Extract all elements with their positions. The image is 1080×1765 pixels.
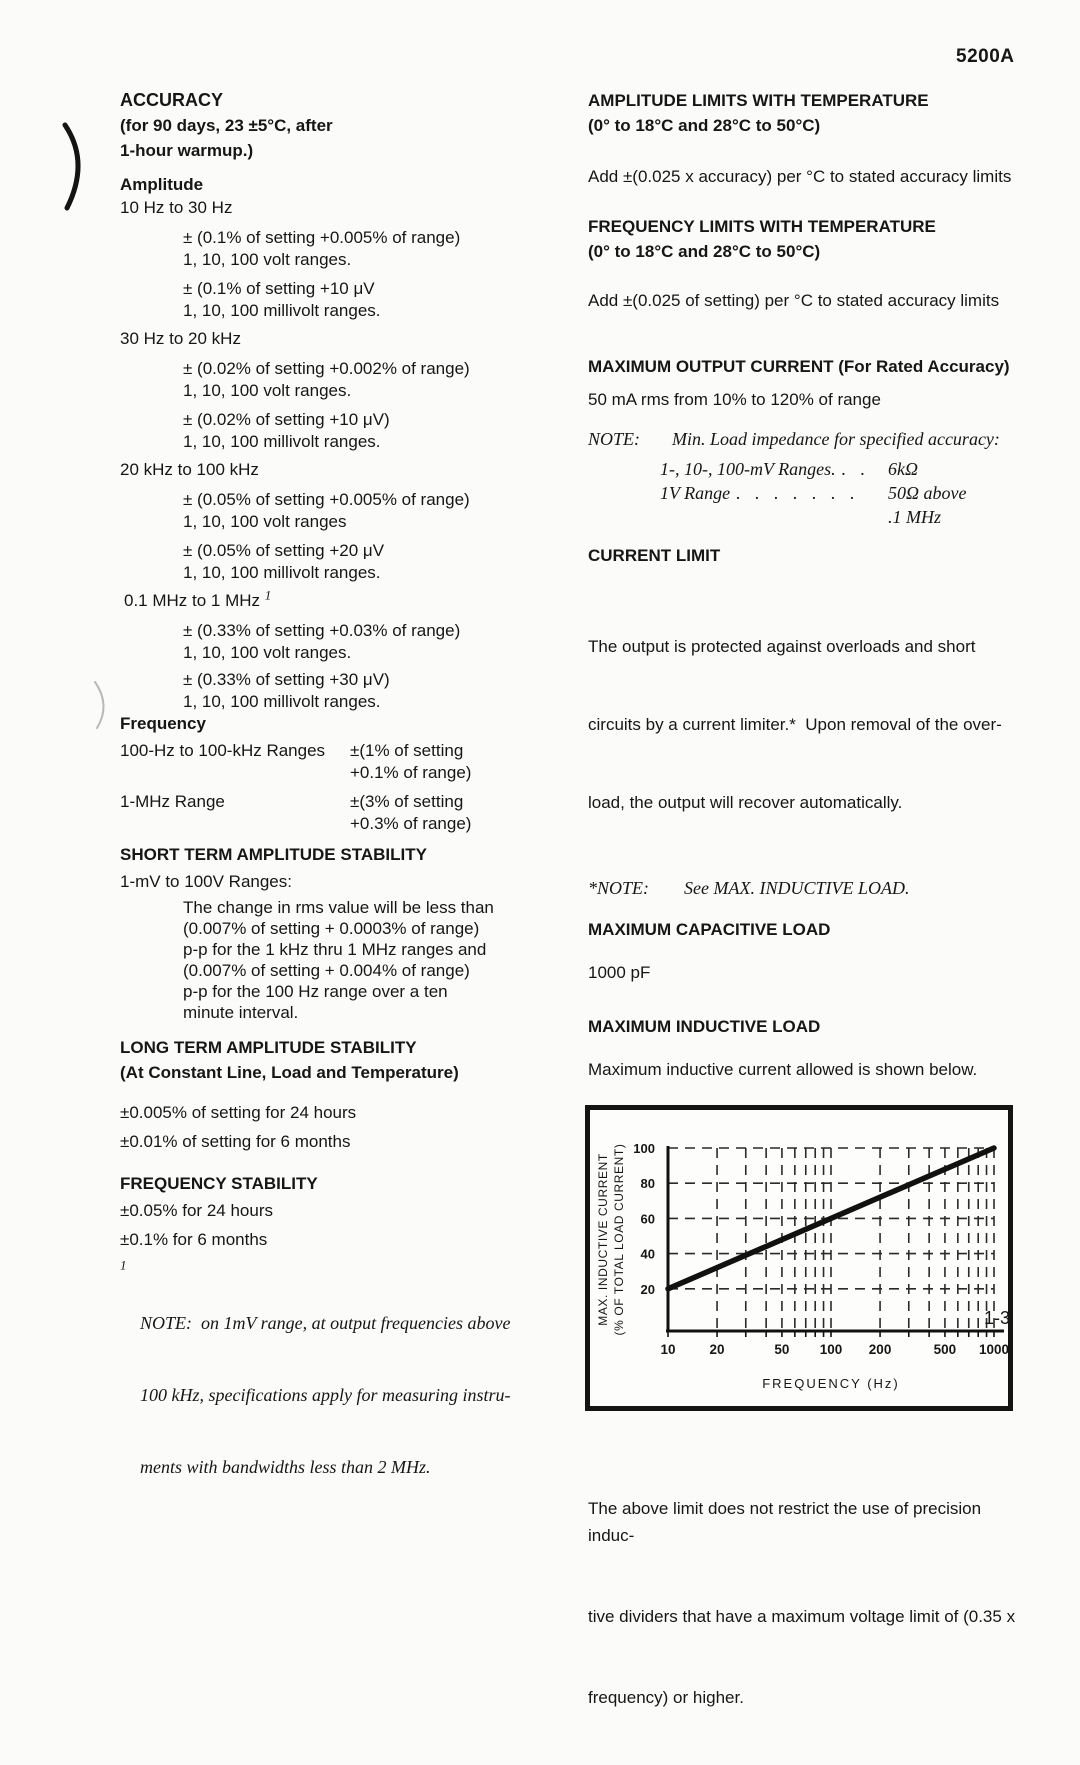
footnote-text: NOTE: on 1mV range, at output frequencies above 100 kHz, specifications apply for measuring instru- ments with bandwidths less than 2 MHz. [140,1313,511,1477]
short-term-stability-section [120,842,560,1023]
svg-text:100: 100 [633,1141,655,1156]
inductive-load-chart-svg [590,1110,1011,1406]
footnote-1 [120,1257,560,1527]
svg-text:20: 20 [709,1342,725,1357]
svg-text:1000: 1000 [978,1342,1010,1357]
svg-text:50: 50 [774,1342,790,1357]
frequency-spec-row: 1-MHz Range ±(3% of setting +0.3% of range) [120,792,472,833]
frequency-section [120,711,560,835]
max-inductive-heading: MAXIMUM INDUCTIVE LOAD [588,1017,821,1036]
current-limit-heading: CURRENT LIMIT [588,546,721,565]
page-header-model: 5200A [956,46,1015,67]
footnote-mark: 1 [120,1257,127,1273]
accuracy-conditions-line1: (for 90 days, 23 ±5°C, after [120,116,333,135]
band-range: 10 Hz to 30 Hz [120,198,233,217]
impedance-row: .1 MHz [888,507,941,527]
page-number: 1-3 [984,1308,1011,1328]
short-term-body: The change in rms value will be less than (0.007% of setting + 0.0003% of range) p-p for the 1 kHz thru 1 MHz ranges and (0.007% of setting + 0.004% of range) p-p for the 100 Hz range over a ten minute interval. [183,898,494,1022]
amplitude-limits-section [588,88,1028,190]
footnote-reference: 1 [264,587,272,603]
long-term-heading-line1: LONG TERM AMPLITUDE STABILITY [120,1038,417,1057]
frequency-stability-24h: ±0.05% for 24 hours [120,1201,273,1220]
handwritten-paren-mark [58,120,92,214]
inductive-load-chart [585,1105,1013,1411]
band-spec: ± (0.02% of setting +10 μV) 1, 10, 100 millivolt ranges. [183,410,390,451]
load-impedance-table [588,457,1028,529]
max-output-current-heading: MAXIMUM OUTPUT CURRENT (For Rated Accuracy) [588,357,1010,376]
band-spec: ± (0.05% of setting +20 μV 1, 10, 100 millivolt ranges. [183,541,385,582]
amplitude-limits-range: (0° to 18°C and 28°C to 50°C) [588,116,821,135]
frequency-spec-row: 100-Hz to 100-kHz Ranges ±(1% of setting +0.1% of range) [120,741,472,782]
long-term-stability-section [120,1035,560,1153]
impedance-row: 1-, 10-, 100-mV Ranges. . . 6kΩ [660,459,919,479]
amplitude-section [120,172,560,713]
note-label: NOTE: [588,429,641,449]
frequency-stability-heading: FREQUENCY STABILITY [120,1174,318,1193]
inductive-load-note: *NOTE: See MAX. INDUCTIVE LOAD. [588,878,910,898]
band-spec: ± (0.33% of setting +30 μV) 1, 10, 100 millivolt ranges. [183,670,390,711]
long-term-heading-line2: (At Constant Line, Load and Temperature) [120,1063,459,1082]
max-capacitive-load-section [588,917,1028,986]
frequency-stability-6mo: ±0.1% for 6 months [120,1230,268,1249]
accuracy-section [120,88,560,163]
band-spec: ± (0.05% of setting +0.005% of range) 1, 10, 100 volt ranges [183,490,470,531]
svg-text:(% OF TOTAL LOAD CURRENT): (% OF TOTAL LOAD CURRENT) [612,1143,626,1336]
band-range: 0.1 MHz to 1 MHz $^1$ [124,587,272,610]
load-impedance-note: NOTE: Min. Load impedance for specified accuracy: [588,429,1000,449]
accuracy-heading: ACCURACY [120,90,223,110]
faint-paren-mark [90,678,114,732]
svg-text:20: 20 [640,1281,655,1297]
svg-text:40: 40 [640,1246,655,1262]
note-label: *NOTE: [588,878,650,898]
band-spec: ± (0.1% of setting +10 μV 1, 10, 100 millivolt ranges. [183,279,381,320]
band-range: 20 kHz to 100 kHz [120,460,259,479]
right-column [588,88,1028,1765]
frequency-stability-section [120,1171,560,1251]
accuracy-conditions-line2: 1-hour warmup.) [120,141,254,160]
max-output-current-section [588,354,1028,529]
short-term-heading: SHORT TERM AMPLITUDE STABILITY [120,845,427,864]
current-limit-section [588,543,1028,900]
svg-text:200: 200 [868,1342,892,1357]
band-range: 30 Hz to 20 kHz [120,329,241,348]
frequency-limits-heading: FREQUENCY LIMITS WITH TEMPERATURE [588,217,936,236]
current-limit-body: The output is protected against overloads and short circuits by a current limiter.* Upon removal of the over- load, the output will recover automatically. [588,637,1002,812]
amplitude-limits-heading: AMPLITUDE LIMITS WITH TEMPERATURE [588,91,929,110]
band-spec: ± (0.02% of setting +0.002% of range) 1, 10, 100 volt ranges. [183,359,470,400]
long-term-spec-6mo: ±0.01% of setting for 6 months [120,1132,351,1151]
svg-text:500: 500 [933,1342,957,1357]
svg-text:60: 60 [640,1211,655,1227]
max-capacitive-body: 1000 pF [588,963,651,982]
long-term-spec-24h: ±0.005% of setting for 24 hours [120,1103,357,1122]
svg-text:MAX. INDUCTIVE CURRENT: MAX. INDUCTIVE CURRENT [596,1153,610,1326]
svg-text:FREQUENCY (Hz): FREQUENCY (Hz) [762,1376,900,1391]
frequency-limits-range: (0° to 18°C and 28°C to 50°C) [588,242,821,261]
frequency-heading: Frequency [120,714,206,733]
band-spec: ± (0.1% of setting +0.005% of range) 1, 10, 100 volt ranges. [183,228,461,269]
left-column [120,88,560,1527]
short-term-subtitle: 1-mV to 100V Ranges: [120,872,292,891]
below-chart-paragraph: The above limit does not restrict the use of precision induc- tive dividers that have a maximum voltage limit of (0.35 x frequency) or higher. [588,1499,1016,1707]
svg-text:10: 10 [660,1342,676,1357]
svg-text:100: 100 [819,1342,843,1357]
amplitude-heading: Amplitude [120,175,204,194]
max-capacitive-heading: MAXIMUM CAPACITIVE LOAD [588,920,831,939]
frequency-limits-body: Add ±(0.025 of setting) per °C to stated accuracy limits [588,291,1000,310]
max-inductive-body: Maximum inductive current allowed is shown below. [588,1060,978,1079]
frequency-limits-section [588,214,1028,314]
impedance-row: 1V Range . . . . . . . 50Ω above [660,483,967,503]
amplitude-limits-body: Add ±(0.025 x accuracy) per °C to stated accuracy limits [588,167,1012,186]
max-inductive-load-section [588,1014,1028,1083]
band-spec: ± (0.33% of setting +0.03% of range) 1, 10, 100 volt ranges. [183,621,461,662]
max-output-current-body: 50 mA rms from 10% to 120% of range [588,390,881,409]
svg-text:80: 80 [640,1176,655,1192]
